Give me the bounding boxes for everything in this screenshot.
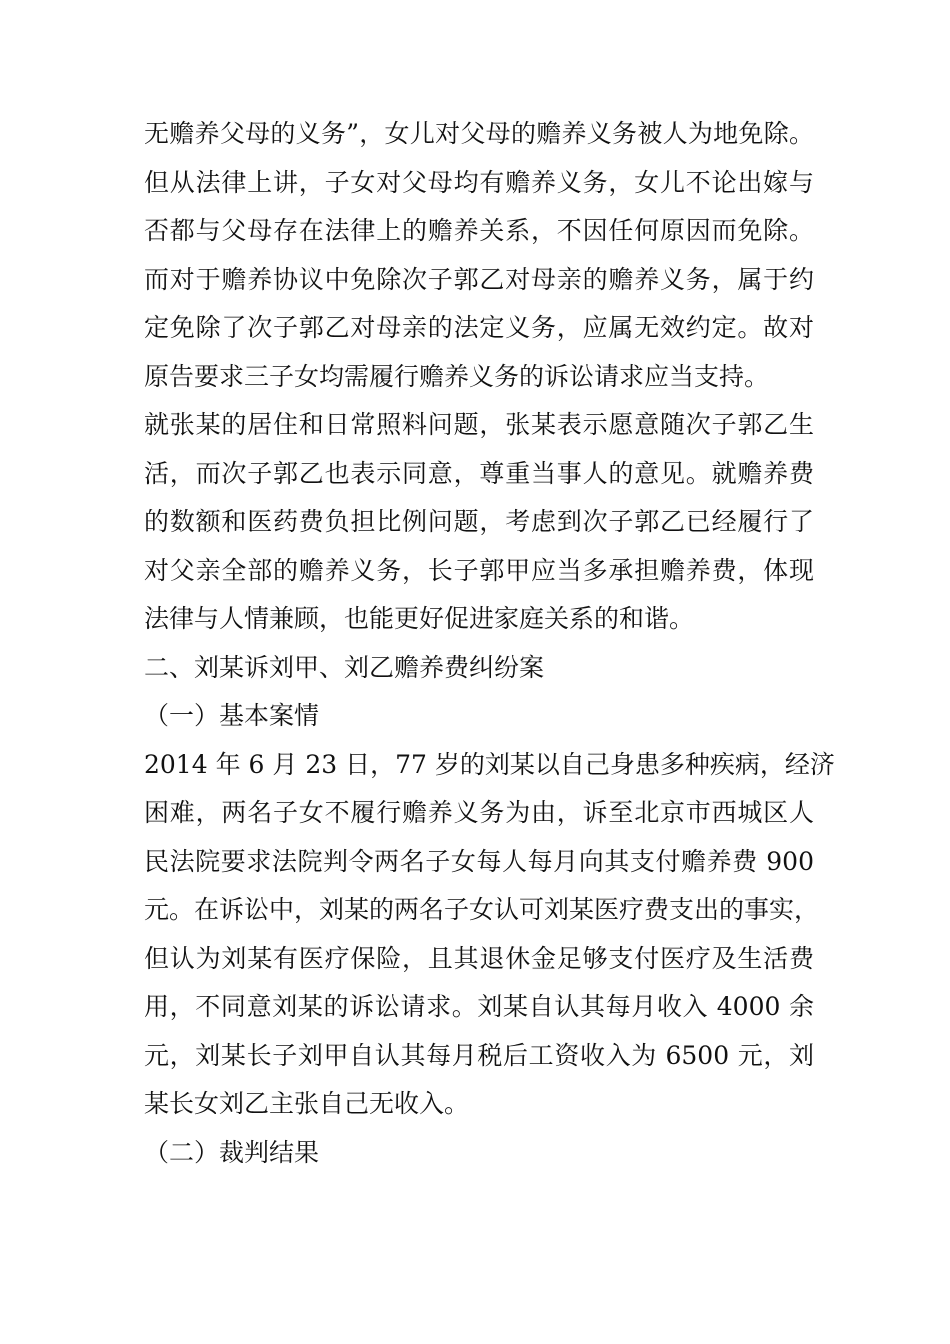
text-line: 而对于赡养协议中免除次子郭乙对母亲的赡养义务，属于约 [144,264,814,294]
section-heading: 二、刘某诉刘甲、刘乙赡养费纠纷案 [144,652,545,682]
text-line: 民法院要求法院判令两名子女每人每月向其支付赡养费 900 [144,846,814,876]
text-line: 否都与父母存在法律上的赡养关系，不因任何原因而免除。 [144,216,814,245]
subsection-heading: （二）裁判结果 [144,1137,320,1167]
text-line: 困难，两名子女不履行赡养义务为由，诉至北京市西城区人 [144,798,814,827]
text-line: 元。在诉讼中，刘某的两名子女认可刘某医疗费支出的事实， [144,895,820,924]
text-line: 元，刘某长子刘甲自认其每月税后工资收入为 6500 元，刘 [144,1040,814,1070]
body-text [144,110,835,1177]
text-line: 对父亲全部的赡养义务，长子郭甲应当多承担赡养费，体现 [144,555,814,585]
subsection-heading: （一）基本案情 [144,701,320,730]
text-line: 法律与人情兼顾，也能更好促进家庭关系的和谐。 [144,604,695,633]
text-line: 就张某的居住和日常照料问题，张某表示愿意随次子郭乙生 [144,410,814,439]
text-line: 用，不同意刘某的诉讼请求。刘某自认其每月收入 4000 余 [144,992,814,1021]
text-line: 定免除了次子郭乙对母亲的法定义务，应属无效约定。故对 [144,313,814,342]
text-line: 无赡养父母的义务”，女儿对父母的赡养义务被人为地免除。 [144,119,814,148]
text-line: 的数额和医药费负担比例问题，考虑到次子郭乙已经履行了 [144,507,814,536]
text-line: 但认为刘某有医疗保险，且其退休金足够支付医疗及生活费 [144,943,814,973]
text-line: 活，而次子郭乙也表示同意，尊重当事人的意见。就赡养费 [144,458,814,488]
text-line: 2014 年 6 月 23 日，77 岁的刘某以自己身患多种疾病，经济 [144,749,835,779]
text-line: 某长女刘乙主张自己无收入。 [144,1089,470,1118]
text-line: 原告要求三子女均需履行赡养义务的诉讼请求应当支持。 [144,361,770,391]
text-line: 但从法律上讲，子女对父母均有赡养义务，女儿不论出嫁与 [144,167,814,197]
